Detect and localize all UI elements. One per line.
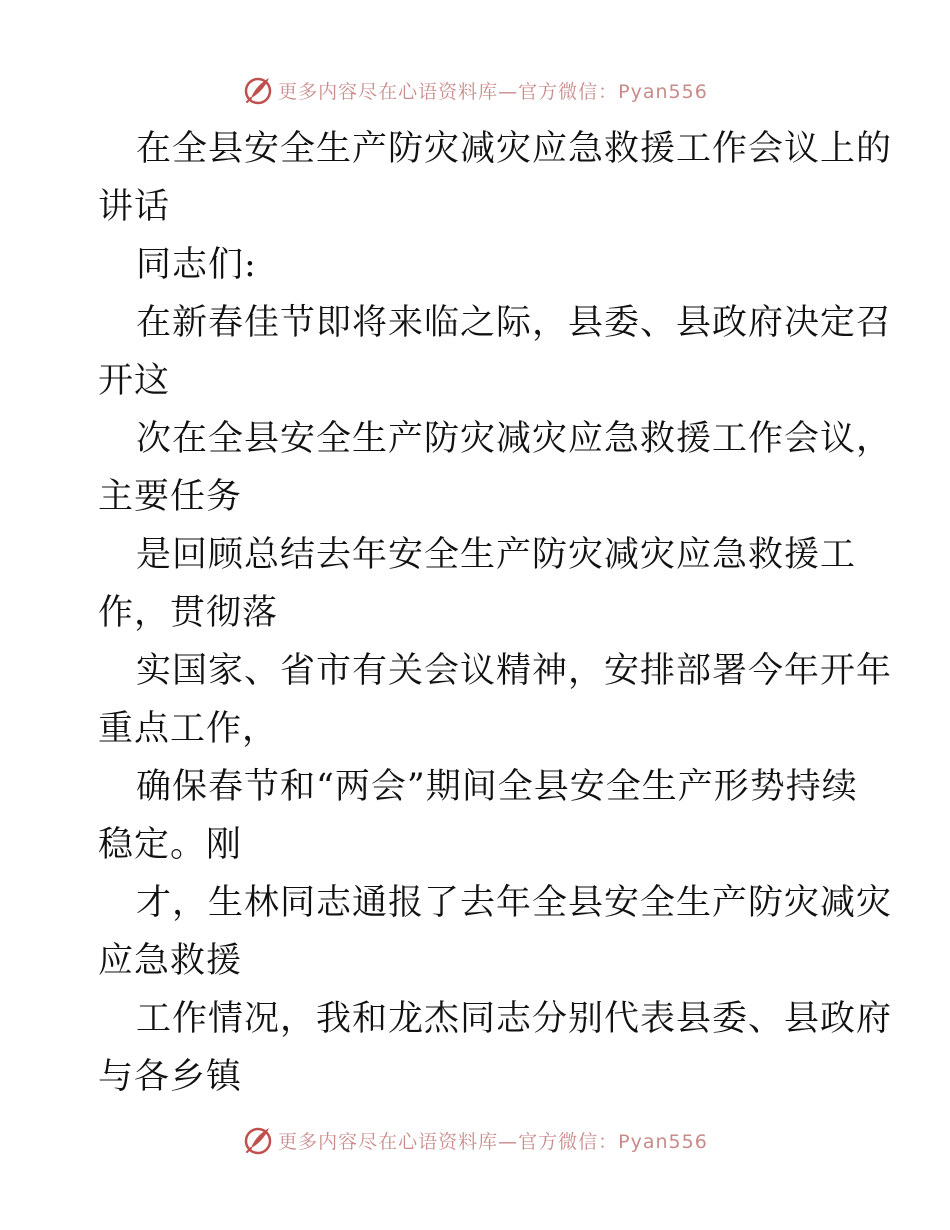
text-line: 重点工作， — [98, 709, 279, 749]
text-line: 在新春佳节即将来临之际，县委、县政府决定召 — [136, 303, 893, 343]
watermark-text: 更多内容尽在心语资料库—官方微信：Pyan556 — [278, 1130, 708, 1153]
text-line: 是回顾总结去年安全生产防灾减灾应急救援工 — [136, 535, 857, 575]
text-line: 作，贯彻落 — [98, 593, 279, 633]
text-line: 开这 — [98, 361, 171, 401]
text-line: 与各乡镇 — [98, 1057, 243, 1097]
text-line: 确保春节和“两会”期间全县安全生产形势持续 — [136, 767, 858, 807]
text-line: 实国家、省市有关会议精神，安排部署今年开年 — [136, 651, 893, 691]
text-line: 工作情况，我和龙杰同志分别代表县委、县政府 — [136, 999, 893, 1039]
feather-logo-icon — [242, 74, 274, 106]
text-line: 才，生林同志通报了去年全县安全生产防灾减灾 — [136, 883, 893, 923]
header-watermark-banner — [0, 70, 950, 110]
text-line: 讲话 — [98, 187, 171, 227]
watermark-text: 更多内容尽在心语资料库—官方微信：Pyan556 — [278, 80, 708, 103]
text-line: 主要任务 — [98, 477, 243, 517]
text-line: 次在全县安全生产防灾减灾应急救援工作会议， — [136, 419, 893, 459]
text-line: 应急救援 — [98, 941, 243, 981]
feather-logo-icon — [242, 1124, 274, 1156]
text-line: 稳定。刚 — [98, 825, 243, 865]
footer-watermark-banner — [0, 1120, 950, 1160]
document-body — [98, 120, 893, 1106]
text-line: 在全县安全生产防灾减灾应急救援工作会议上的 — [136, 129, 893, 169]
text-line: 同志们: — [136, 245, 257, 285]
